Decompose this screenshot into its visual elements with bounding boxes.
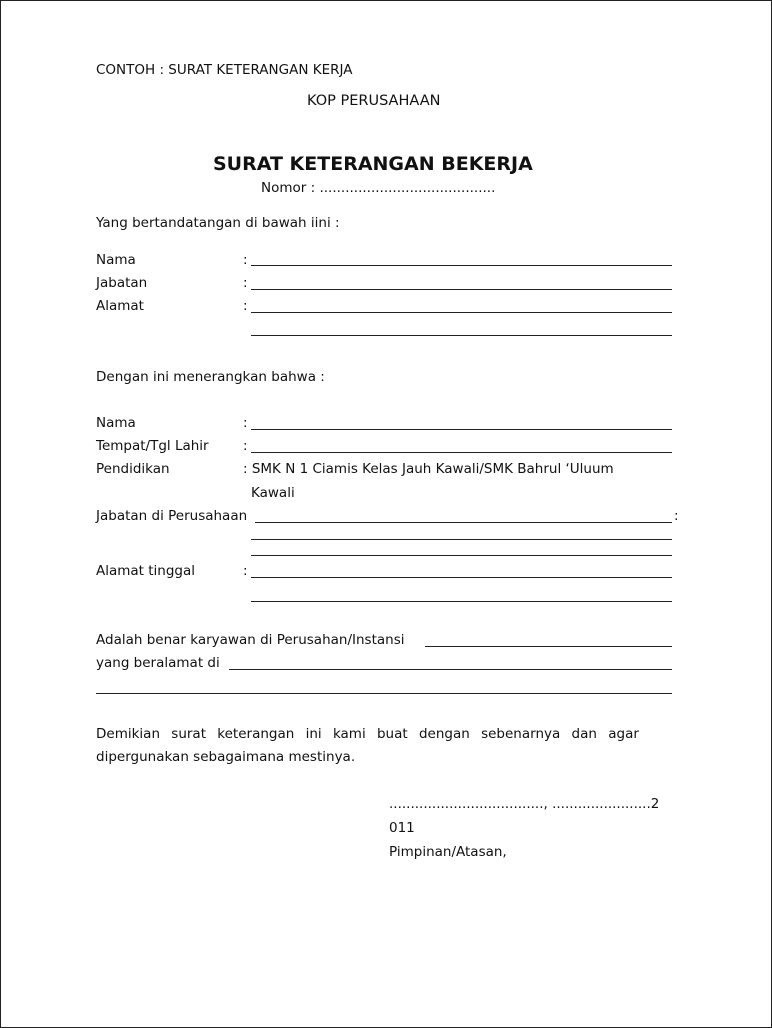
signatory-address-sep: : [243,298,248,314]
signatory-intro: Yang bertandatangan di bawah iini : [96,215,340,231]
signature-place-date: ...................................., .......................2 [389,796,660,812]
employee-birth-label: Tempat/Tgl Lahir [96,438,209,454]
employee-birth-line [251,452,672,453]
statement-address-line [229,669,672,670]
employee-name-sep: : [243,415,248,431]
signatory-position-sep: : [243,275,248,291]
signatory-name-sep: : [243,252,248,268]
document-title: SURAT KETERANGAN BEKERJA [213,153,533,175]
employee-name-line [251,429,672,430]
employee-home-address-line [251,577,672,578]
employee-home-address-label: Alamat tinggal [96,563,196,579]
signatory-position-label: Jabatan [96,275,148,291]
employee-education-value: : SMK N 1 Ciamis Kelas Jauh Kawali/SMK Bahrul ‘Uluum [243,461,614,477]
signatory-position-line [251,289,672,290]
signatory-address-label: Alamat [96,298,144,314]
signatory-name-line [251,265,672,266]
signatory-name-label: Nama [96,252,136,268]
signature-year-tail: 011 [389,820,415,836]
signatory-address-line [251,312,672,313]
employee-home-address-sep: : [243,563,248,579]
closing-line-2: dipergunakan sebagaimana mestinya. [96,749,356,765]
signature-role: Pimpinan/Atasan, [389,844,507,860]
employee-home-address-line-2 [251,601,672,602]
employee-birth-sep: : [243,438,248,454]
employee-name-label: Nama [96,415,136,431]
statement-company-line [425,646,672,647]
employee-company-position-line-3 [251,555,672,556]
statement-line-2: yang beralamat di [96,655,220,671]
employee-intro: Dengan ini menerangkan bahwa : [96,369,325,385]
statement-address-line-2 [96,693,672,694]
employee-company-position-label: Jabatan di Perusahaan [96,508,248,524]
closing-line-1: Demikian surat keterangan ini kami buat dengan sebenarnya dan agar [96,726,639,742]
employee-company-position-line [255,522,672,523]
employee-company-position-line-2 [251,539,672,540]
employee-education-label: Pendidikan [96,461,170,477]
signatory-address-line-2 [251,335,672,336]
employee-education-value-cont: Kawali [251,485,295,501]
employee-company-position-colon: : [674,508,679,524]
statement-line-1: Adalah benar karyawan di Perusahan/Instansi [96,632,405,648]
example-label: CONTOH : SURAT KETERANGAN KERJA [96,62,353,78]
document-number: Nomor : ......................................... [261,180,496,196]
letterhead: KOP PERUSAHAAN [307,93,441,109]
